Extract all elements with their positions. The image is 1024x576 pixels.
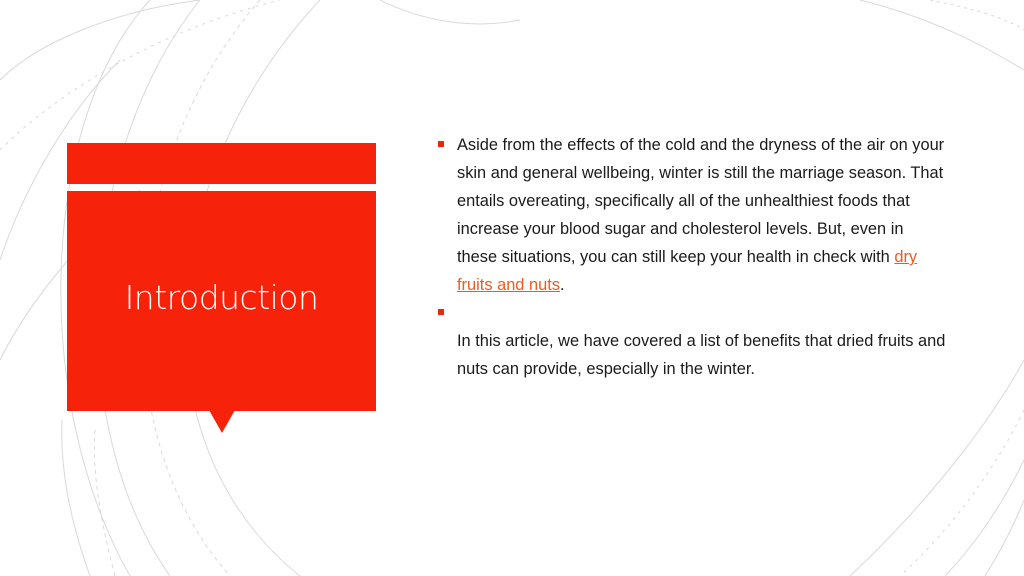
title-panel-pointer: [209, 410, 235, 433]
bullet-item: [437, 299, 947, 327]
square-bullet-icon: [438, 309, 444, 315]
slide-content: [437, 131, 947, 383]
article-summary-paragraph: In this article, we have covered a list of benefits that dried fruits and nuts can provide, especially in the winter.: [457, 332, 946, 378]
square-bullet-icon: [438, 141, 444, 147]
slide-title: Introduction: [124, 278, 319, 317]
bullet-item: [437, 131, 947, 299]
dry-fruits-and-nuts-link[interactable]: dry fruits and nuts: [457, 248, 918, 294]
red-accent-strip: [67, 143, 376, 184]
bullet-text: [457, 136, 944, 294]
bullet-text-end: .: [559, 276, 565, 294]
bullet-text-body: Aside from the effects of the cold and the dryness of the air on your skin and general wellbeing, winter is still the marriage season. That entails overeating, specifically all of the unhealthiest foods that increase your blood sugar and cholesterol levels. But, even in these situations, you can still keep your health in check with: [457, 136, 945, 266]
